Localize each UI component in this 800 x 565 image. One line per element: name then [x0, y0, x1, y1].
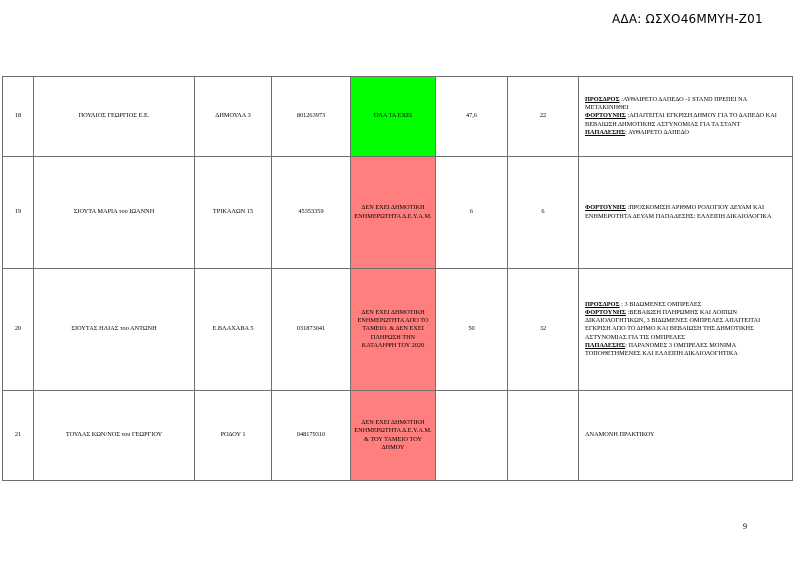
row-number: 19 [3, 157, 34, 269]
table-row [3, 77, 793, 157]
row-number: 21 [3, 391, 34, 481]
tax-code: 031873041 [272, 269, 351, 391]
note-label: ΠΡΟΣΔΡΟΣ [585, 300, 620, 308]
note-label: ΠΑΠΑΔΕΣΗΣ [585, 128, 626, 136]
area-value [436, 391, 508, 481]
note-text: :ΒΕΒΑΙΩΣΗ ΠΛΗΡΩΜΗΣ ΚΑΙ ΛΟΙΠΩΝ ΔΙΚΑΙΟΛΟΓΗΤΙΚΩΝ, 3 ΒΙΔΩΜΕΝΕΣ ΟΜΠΡΕΛΕΣ ΑΠΑΙΤΕΙΤΑΙ ΕΓΚΡΙΣΗ ΑΠΟ ΤΟ ΔΗΜΟ ΚΑΙ ΒΕΒΑΙΩΣΗ ΤΗΣ ΔΗΜΟΤΙΚΗΣ ΑΣΤΥΝΟΜΙΑΣ ΓΙΑ ΤΙΣ ΟΜΠΡΕΛΕΣ [585, 309, 761, 341]
inspection-notes [579, 157, 793, 269]
note-text: ΑΝΑΜΟΝΗ ΠΡΑΚΤΙΚΟΥ [585, 431, 655, 439]
note-label: ΦΟΡΤΟΥΝΗΣ [585, 112, 626, 120]
note-text: :ΑΥΘΑΙΡΕΤΟ ΔΑΠΕΔΟ -1 STAND ΠΡΕΠΕΙ ΝΑ ΜΕΤΑΚΙΝΗΘΕΙ [585, 96, 747, 112]
page-number: 9 [743, 522, 747, 531]
business-name: ΤΟΥΛΑΣ ΚΩΝ/ΝΟΣ του ΓΕΩΡΓΙΟΥ [34, 391, 195, 481]
status-cell: ΌΛΑ ΤΑ ΕΧΕΙ [351, 77, 436, 157]
status-cell: ΔΕΝ ΕΧΕΙ ΔΗΜΟΤΙΚΗ ΕΝΗΜΕΡΩΤΗΤΑ Δ.Ε.Υ.Α.Μ. [351, 157, 436, 269]
tax-code: 45353359 [272, 157, 351, 269]
note-text: : 3 ΒΙΔΩΜΕΝΕΣ ΟΜΠΡΕΛΕΣ [619, 300, 702, 308]
table-row [3, 157, 793, 269]
table-row [3, 269, 793, 391]
address: Ε.ΒΛΑΧΑΒΑ 5 [195, 269, 272, 391]
row-number: 20 [3, 269, 34, 391]
address: ΡΟΔΟΥ 1 [195, 391, 272, 481]
note-label: ΦΟΡΤΟΥΝΗΣ [585, 204, 626, 212]
area-value: 50 [436, 269, 508, 391]
ada-code: ΑΔΑ: ΩΣΧΟ46ΜΜΥΗ-Ζ01 [612, 12, 763, 26]
note-text: :ΑΠΑΙΤΕΙΤΑΙ ΕΓΚΡΙΣΗ ΔΗΜΟΥ ΓΙΑ ΤΟ ΔΑΠΕΔΟ ΚΑΙ ΒΕΒΑΙΩΣΗ ΔΗΜΟΤΙΚΗΣ ΑΣΤΥΝΟΜΙΑΣ ΓΙΑ ΤΑ ΣΤΑΝΤ [585, 112, 777, 128]
note-text: : ΑΥΘΑΙΡΕΤΟ ΔΑΠΕΔΟ [625, 128, 689, 136]
note-label: ΠΡΟΣΔΡΟΣ [585, 96, 620, 104]
seats-value: 32 [508, 269, 579, 391]
address: ΔΗΜΟΥΛΑ 3 [195, 77, 272, 157]
permits-table [2, 76, 793, 481]
inspection-notes [579, 391, 793, 481]
business-name: ΣΙΟΥΤΑΣ ΗΛΙΑΣ του ΑΝΤΩΝΗ [34, 269, 195, 391]
status-cell: ΔΕΝ ΕΧΕΙ ΔΗΜΟΤΙΚΗ ΕΝΗΜΕΡΩΤΗΤΑ ΑΠΟ ΤΟ ΤΑΜΕΙΟ. & ΔΕΝ ΕΧΕΙ ΠΛΗΡΩΣΗ ΤΗΝ ΚΑΤΑΛΗΨΗ ΤΟΥ 2020 [351, 269, 436, 391]
area-value: 6 [436, 157, 508, 269]
seats-value [508, 391, 579, 481]
note-label: ΦΟΡΤΟΥΝΗΣ [585, 309, 626, 317]
note-text: :ΠΡΟΣΚΟΜΙΣΗ ΑΡΙΘΜΟ ΡΟΛΟΓΙΟΥ ΔΕΥΑΜ ΚΑΙ ΕΝΗΜΕΡΟΤΗΤΑ ΔΕΥΑΜ ΠΑΠΑΔΕΣΗΣ: ΕΛΛΕΙΠΗ ΔΙΚΑΙΟΛΟΓΙΚΑ [585, 204, 772, 220]
address: ΤΡΙΚΑΛΩΝ 15 [195, 157, 272, 269]
row-number: 18 [3, 77, 34, 157]
note-label: ΠΑΠΑΔΕΣΗΣ [585, 341, 626, 349]
status-cell: ΔΕΝ ΕΧΕΙ ΔΗΜΟΤΙΚΗ ΕΝΗΜΕΡΩΤΗΤΑ Δ.Ε.Υ.Α.Μ. & ΤΟΥ ΤΑΜΕΙΟ ΤΟΥ ΔΗΜΟΥ [351, 391, 436, 481]
inspection-notes [579, 77, 793, 157]
inspection-notes [579, 269, 793, 391]
table-row [3, 391, 793, 481]
note-text: : ΠΑΡΑΝΟΜΕΣ 3 ΟΜΠΡΕΛΕΣ ΜΟΝΙΜΑ ΤΟΠΟΘΕΤΗΜΕΝΕΣ ΚΑΙ ΕΛΛΕΙΠΗ ΔΙΚΑΙΟΛΟΓΗΤΙΚΑ [585, 341, 738, 357]
tax-code: 048179310 [272, 391, 351, 481]
area-value: 47,6 [436, 77, 508, 157]
seats-value: 22 [508, 77, 579, 157]
seats-value: 6 [508, 157, 579, 269]
business-name: ΣΙΟΥΤΑ ΜΑΡΙΑ του ΙΩΑΝΝΗ [34, 157, 195, 269]
business-name: ΠΟΥΛΙΟΣ ΓΕΩΡΓΙΟΣ Ε.Ε. [34, 77, 195, 157]
tax-code: 801263973 [272, 77, 351, 157]
